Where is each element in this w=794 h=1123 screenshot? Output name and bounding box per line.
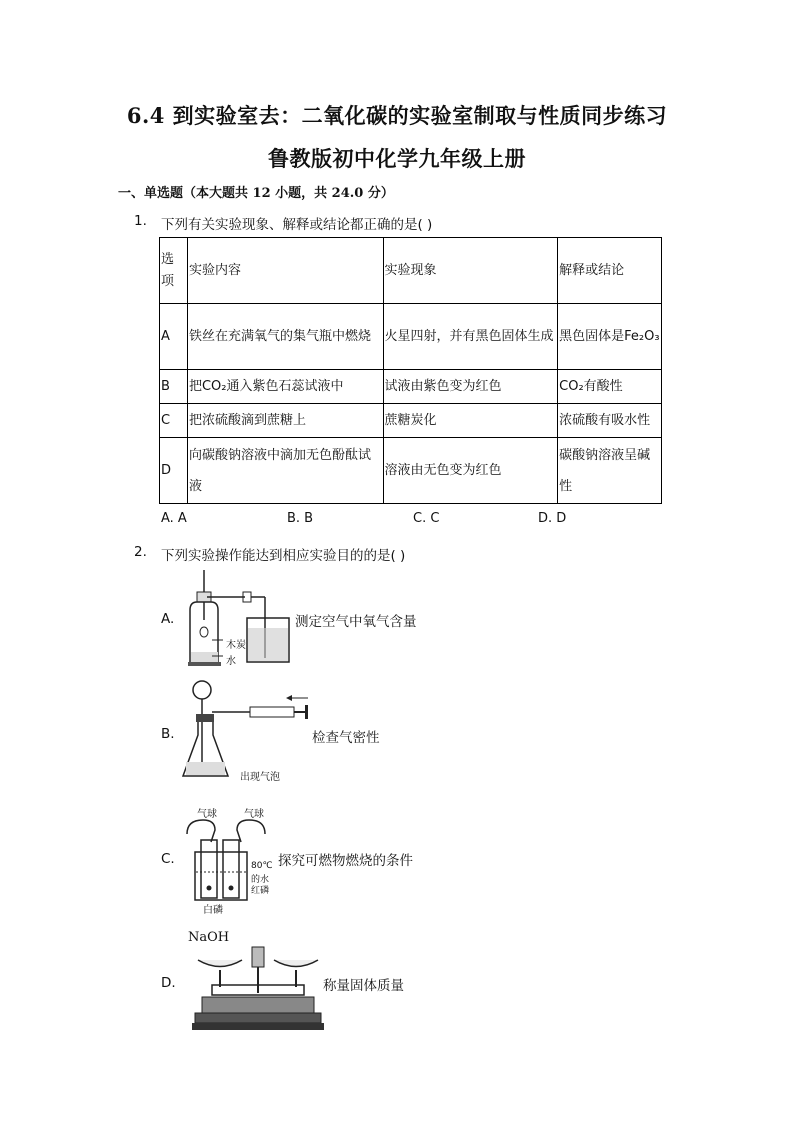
option-c-caption: 探究可燃物燃烧的条件 (278, 853, 413, 869)
table-header: 选项 (160, 238, 188, 304)
table-cell: B (160, 370, 188, 404)
table-header-row (160, 238, 662, 304)
answer-option-b[interactable]: B. B (287, 511, 314, 526)
white-phosphorus-label: 白磷 (203, 905, 223, 916)
question-stem: 下列有关实验现象、解释或结论都正确的是( ) (161, 217, 433, 233)
option-c-label[interactable]: C. (161, 851, 175, 867)
experiment-table (159, 237, 662, 504)
bubbles-label: 出现气泡 (240, 772, 280, 783)
oxygen-content-apparatus-figure (185, 570, 295, 670)
table-cell: A (160, 304, 188, 370)
question-number: 1. (134, 213, 147, 229)
balloon-label-right: 气球 (244, 809, 264, 820)
page-title: 6.4 到实验室去：二氧化碳的实验室制取与性质同步练习 (126, 103, 668, 128)
option-d-caption: 称量固体质量 (323, 978, 404, 994)
option-b-caption: 检查气密性 (312, 730, 380, 746)
page-subtitle: 鲁教版初中化学九年级上册 (268, 146, 526, 171)
answer-option-d[interactable]: D. D (538, 511, 567, 526)
option-b-label[interactable]: B. (161, 726, 175, 742)
table-cell: 把浓硫酸滴到蔗糖上 (187, 404, 383, 438)
table-cell: 蔗糖炭化 (383, 404, 558, 438)
table-cell: D (160, 438, 188, 504)
table-cell: 向碳酸钠溶液中滴加无色酚酞试液 (187, 438, 383, 504)
table-row (160, 438, 662, 504)
table-row (160, 370, 662, 404)
table-cell: 碳酸钠溶液呈碱性 (558, 438, 662, 504)
section-heading: 一、单选题（本大题共 12 小题，共 24.0 分） (118, 186, 394, 201)
red-phosphorus-label: 红磷 (251, 886, 270, 896)
table-cell: 铁丝在充满氧气的集气瓶中燃烧 (187, 304, 383, 370)
hot-water-label: 的水 (251, 875, 270, 885)
table-header: 实验现象 (383, 238, 558, 304)
water-label: 水 (226, 656, 236, 667)
table-cell: CO₂有酸性 (558, 370, 662, 404)
table-row (160, 404, 662, 438)
table-cell: 把CO₂通入紫色石蕊试液中 (187, 370, 383, 404)
question-stem: 下列实验操作能达到相应实验目的的是( ) (161, 548, 406, 564)
table-cell: 试液由紫色变为红色 (383, 370, 558, 404)
option-d-label[interactable]: D. (161, 975, 176, 991)
table-header: 解释或结论 (558, 238, 662, 304)
option-a-caption: 测定空气中氧气含量 (295, 614, 417, 630)
table-cell: 溶液由无色变为红色 (383, 438, 558, 504)
balance-scale-figure (190, 945, 320, 1035)
table-header: 实验内容 (187, 238, 383, 304)
question-number: 2. (134, 544, 147, 560)
balloon-label-left: 气球 (197, 809, 217, 820)
table-cell: 黑色固体是Fe₂O₃ (558, 304, 662, 370)
table-row (160, 304, 662, 370)
table-cell: 浓硫酸有吸水性 (558, 404, 662, 438)
temperature-label: 80℃ (251, 861, 273, 871)
answer-option-c[interactable]: C. C (413, 511, 440, 526)
charcoal-label: 木炭 (226, 640, 246, 651)
answer-option-a[interactable]: A. A (161, 511, 187, 526)
option-a-label[interactable]: A. (161, 611, 175, 627)
naoh-label: NaOH (188, 930, 230, 945)
table-cell: 火星四射，并有黑色固体生成 (383, 304, 558, 370)
table-cell: C (160, 404, 188, 438)
